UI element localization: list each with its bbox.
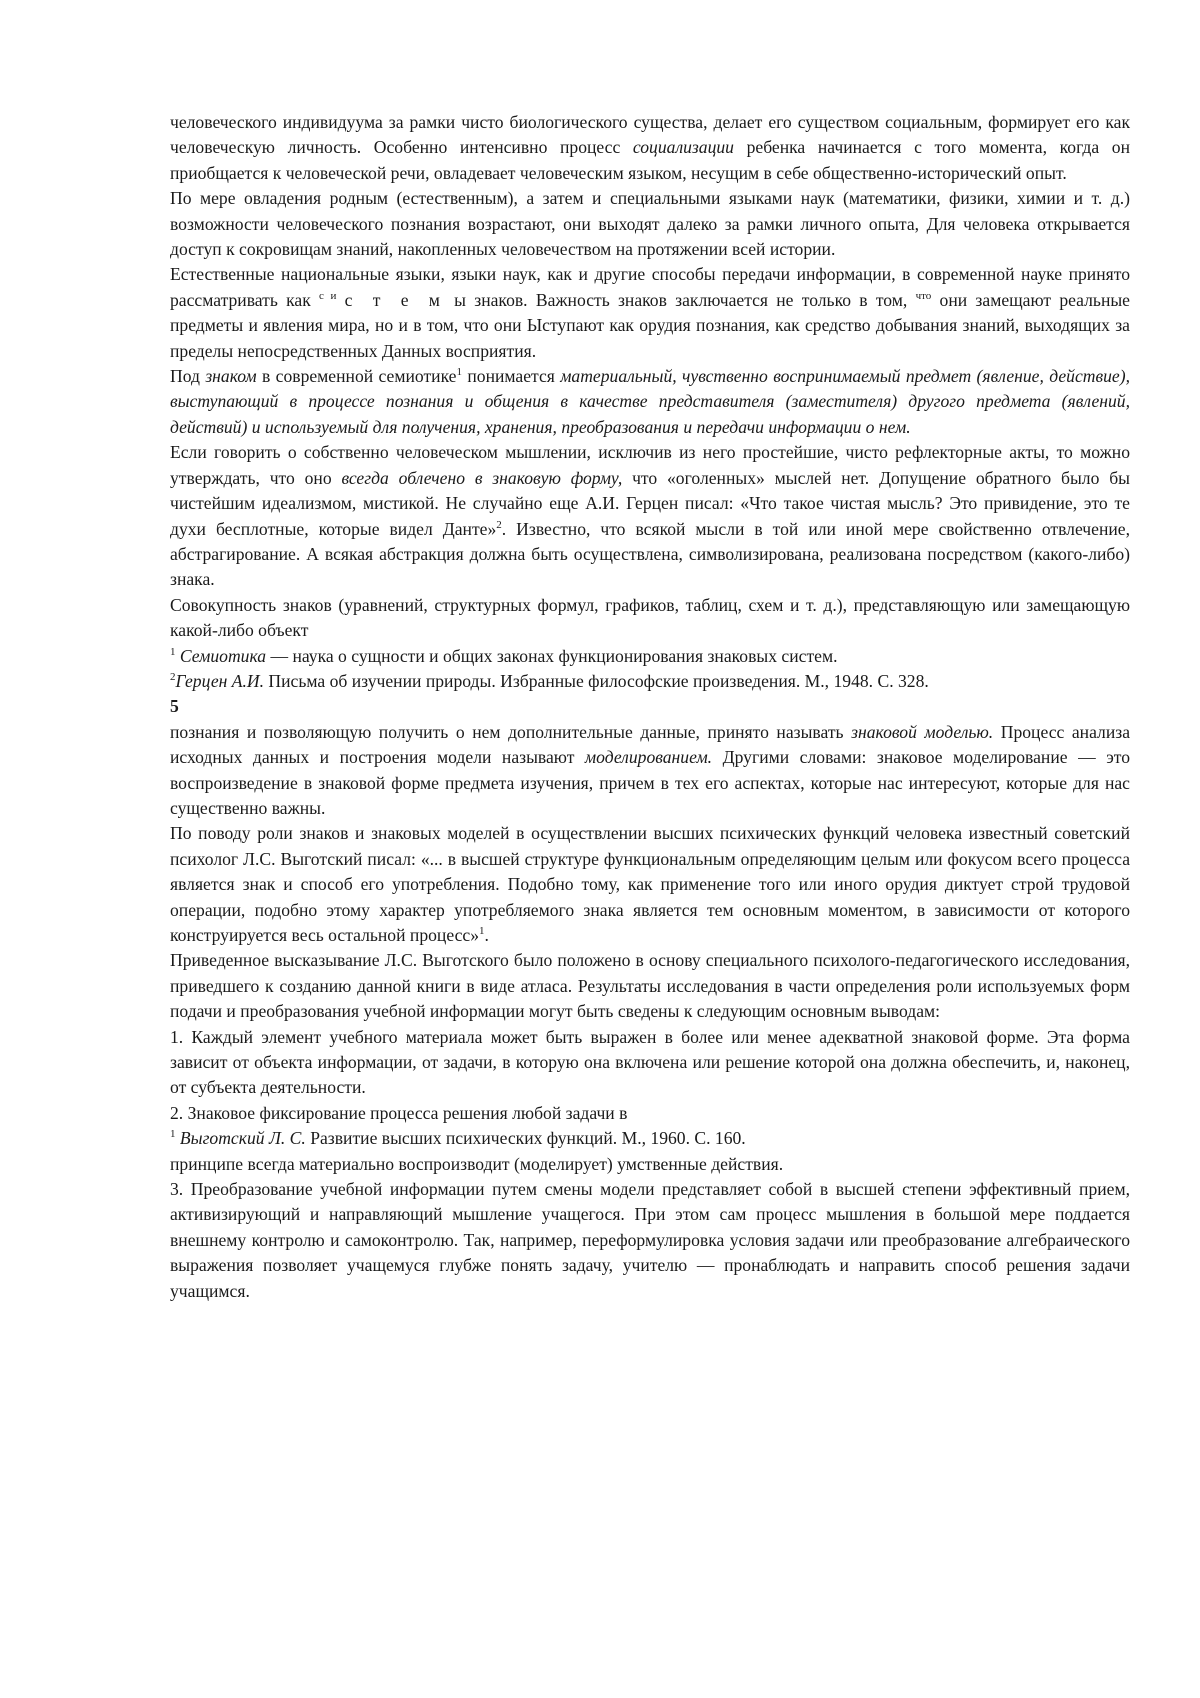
paragraph-text: Процесс анализа исходных данных и построения модели называют <box>170 721 1130 768</box>
paragraph-text: ребенка начинается с того момента, когда он приобщается к человеческой речи, овладевает человеческим языком, несущим в себе общественно-исторический опыт. <box>170 137 1130 183</box>
paragraph-text: ы знаков. Важность знаков заключается не только в том, <box>454 289 916 310</box>
paragraph-thinking <box>170 440 1130 592</box>
paragraph-text: Приведенное высказывание Л.С. Выготского было положено в основу специального психолого-педагогического исследования, приведшего к созданию данной книги в виде атласа. Результаты исследования в части определения роли используемых форм подачи и преобразования учебной информации могут быть сведены к следующим основным выводам: <box>170 950 1130 1022</box>
footnote-ref[interactable]: 1 <box>479 925 485 938</box>
paragraph-research <box>170 948 1130 1024</box>
footnote-number: 1 <box>170 1128 176 1141</box>
term-modeling: моделированием. <box>584 747 713 768</box>
paragraph-vygotsky-quote <box>170 821 1130 948</box>
paragraph-sign-systems <box>170 262 1130 364</box>
term-sign-model: знаковой моделью. <box>851 721 994 742</box>
paragraph-text: понимается <box>462 366 561 387</box>
paragraph-socialization <box>170 110 1130 186</box>
paragraph-text: Под <box>170 366 206 387</box>
footnote-1 <box>170 644 1130 669</box>
paragraph-text: в современной семиотике <box>256 366 457 387</box>
paragraph-sign-definition <box>170 364 1130 440</box>
paragraph-languages <box>170 186 1130 262</box>
paragraph-text: человеческого индивидуума за рамки чисто биологического существа, делает его существом социальным, формирует его как человеческую личность. Особенно интенсивно процесс <box>170 112 1130 158</box>
footnote-text: — наука о сущности и общих законах функционирования знаковых систем. <box>266 645 838 666</box>
footnote-2 <box>170 669 1130 694</box>
definition-text: материальный, чувственно воспринимаемый предмет (явление, действие), выступающий в процессе познания и общения в качестве представителя (заместителя) другого предмета (явлений, действий) и используемый для получения, хранения, преобразования и передачи информации о нем. <box>170 366 1130 437</box>
paragraph-sign-model <box>170 720 1130 822</box>
page-number: 5 <box>170 696 179 717</box>
superscript-fragment: с и <box>319 289 337 302</box>
list-item-2-continuation <box>170 1152 1130 1177</box>
footnote-text: Развитие высших психических функций. М., 1960. С. 160. <box>305 1128 746 1149</box>
paragraph-text: они замещают реальные предметы и явления мира, но и в том, что они Ыступают как орудия познания, как средство добывания знаний, выходящих за пределы непосредственных Данных восприятия. <box>170 289 1130 361</box>
list-item-text: принципе всегда материально воспроизводит (моделирует) умственные действия. <box>170 1153 784 1174</box>
footnote-text: Письма об изучении природы. Избранные философские произведения. М., 1948. С. 328. <box>264 670 929 691</box>
list-item-text: 1. Каждый элемент учебного материала может быть выражен в более или менее адекватной знаковой форме. Эта форма зависит от объекта информации, от задачи, в которую она включена или решение которой она должна обеспечить, и, наконец, от субъекта деятельности. <box>170 1026 1130 1098</box>
footnote-ref[interactable]: 2 <box>496 518 502 531</box>
footnote-author: Герцен А.И. <box>175 670 265 691</box>
footnote-3 <box>170 1126 1130 1151</box>
term-sign: знаком <box>205 366 257 387</box>
list-item-1 <box>170 1025 1130 1101</box>
paragraph-text: . <box>484 925 489 945</box>
paragraph-text: . Известно, что всякой мысли в той или иной мере свойственно отвлечение, абстрагирование. А всякая абстракция должна быть осуществлена, символизирована, реализована посредством (какого-либо) знака. <box>170 518 1131 590</box>
superscript-fragment: что <box>915 289 932 302</box>
paragraph-text: Совокупность знаков (уравнений, структурных формул, графиков, таблиц, схем и т. д.), представляющую или замещающую какой-либо объект <box>170 594 1130 641</box>
paragraph-sign-set <box>170 593 1130 644</box>
footnote-term: Семиотика <box>179 645 267 666</box>
paragraph-text: что «оголенных» мыслей нет. Допущение обратного было бы чистейшим идеализмом, мистикой. Не случайно еще А.И. Герцен писал: «Что такое чистая мысль? Это привидение, это те духи бесплотные, которые видел Данте» <box>170 467 1130 539</box>
paragraph-text: Естественные национальные языки, языки наук, как и другие способы передачи информации, в современной науке принято рассматривать как <box>170 264 1130 310</box>
list-item-text: 3. Преобразование учебной информации путем смены модели представляет собой в высшей степени эффективный прием, активизирующий и направляющий мышление учащегося. При этом сам процесс мышления в большой мере поддается внешнему контролю и самоконтролю. Так, например, переформулировка условия задачи или преобразование алгебраического выражения позволяет учащемуся глубже понять задачу, учителю — пронаблюдать и направить способ решения задачи учащимся. <box>170 1179 1130 1301</box>
paragraph-text: Если говорить о собственно человеческом мышлении, исключив из него простейшие, чисто рефлекторные акты, то можно утверждать, что оно <box>170 442 1130 488</box>
list-item-text: 2. Знаковое фиксирование процесса решения любой задачи в <box>170 1102 628 1123</box>
paragraph-text: познания и позволяющую получить о нем дополнительные данные, принято называть <box>170 721 852 742</box>
footnote-number: 2 <box>170 671 176 684</box>
paragraph-text: По поводу роли знаков и знаковых моделей в осуществлении высших психических функций человека известный советский психолог Л.С. Выготский писал: «... в высшей структуре функциональным определяющим целым или фокусом всего процесса является знак и способ его употребления. Подобно тому, как применение того или иного орудия диктует строй трудовой операции, подобно этому характер употребляемого знака является тем основным моментом, в зависимости от которого конструируется весь остальной процесс» <box>170 823 1130 945</box>
footnote-author: Выготский Л. С. <box>179 1128 306 1149</box>
document-page <box>170 110 1130 1304</box>
list-item-3 <box>170 1177 1130 1304</box>
footnote-number: 1 <box>170 645 176 658</box>
list-item-2 <box>170 1101 1130 1126</box>
spaced-word: с т е м <box>344 289 446 310</box>
paragraph-text: Другими словами: знаковое моделирование — это воспроизведение в знаковой форме предмета изучения, причем в тех его аспектах, которые нас интересуют, которые для нас существенно важны. <box>170 747 1130 818</box>
paragraph-text: По мере овладения родным (естественным), а затем и специальными языками наук (математики, физики, химии и т. д.) возможности человеческого познания возрастают, они выходят далеко за рамки личного опыта, Для человека открывается доступ к сокровищам знаний, накопленных человечеством на протяжении всей истории. <box>170 188 1130 260</box>
emphasis-sign-form: всегда облечено в знаковую форму, <box>341 467 623 488</box>
term-socialization: социализации <box>632 137 734 158</box>
footnote-ref[interactable]: 1 <box>456 366 462 379</box>
